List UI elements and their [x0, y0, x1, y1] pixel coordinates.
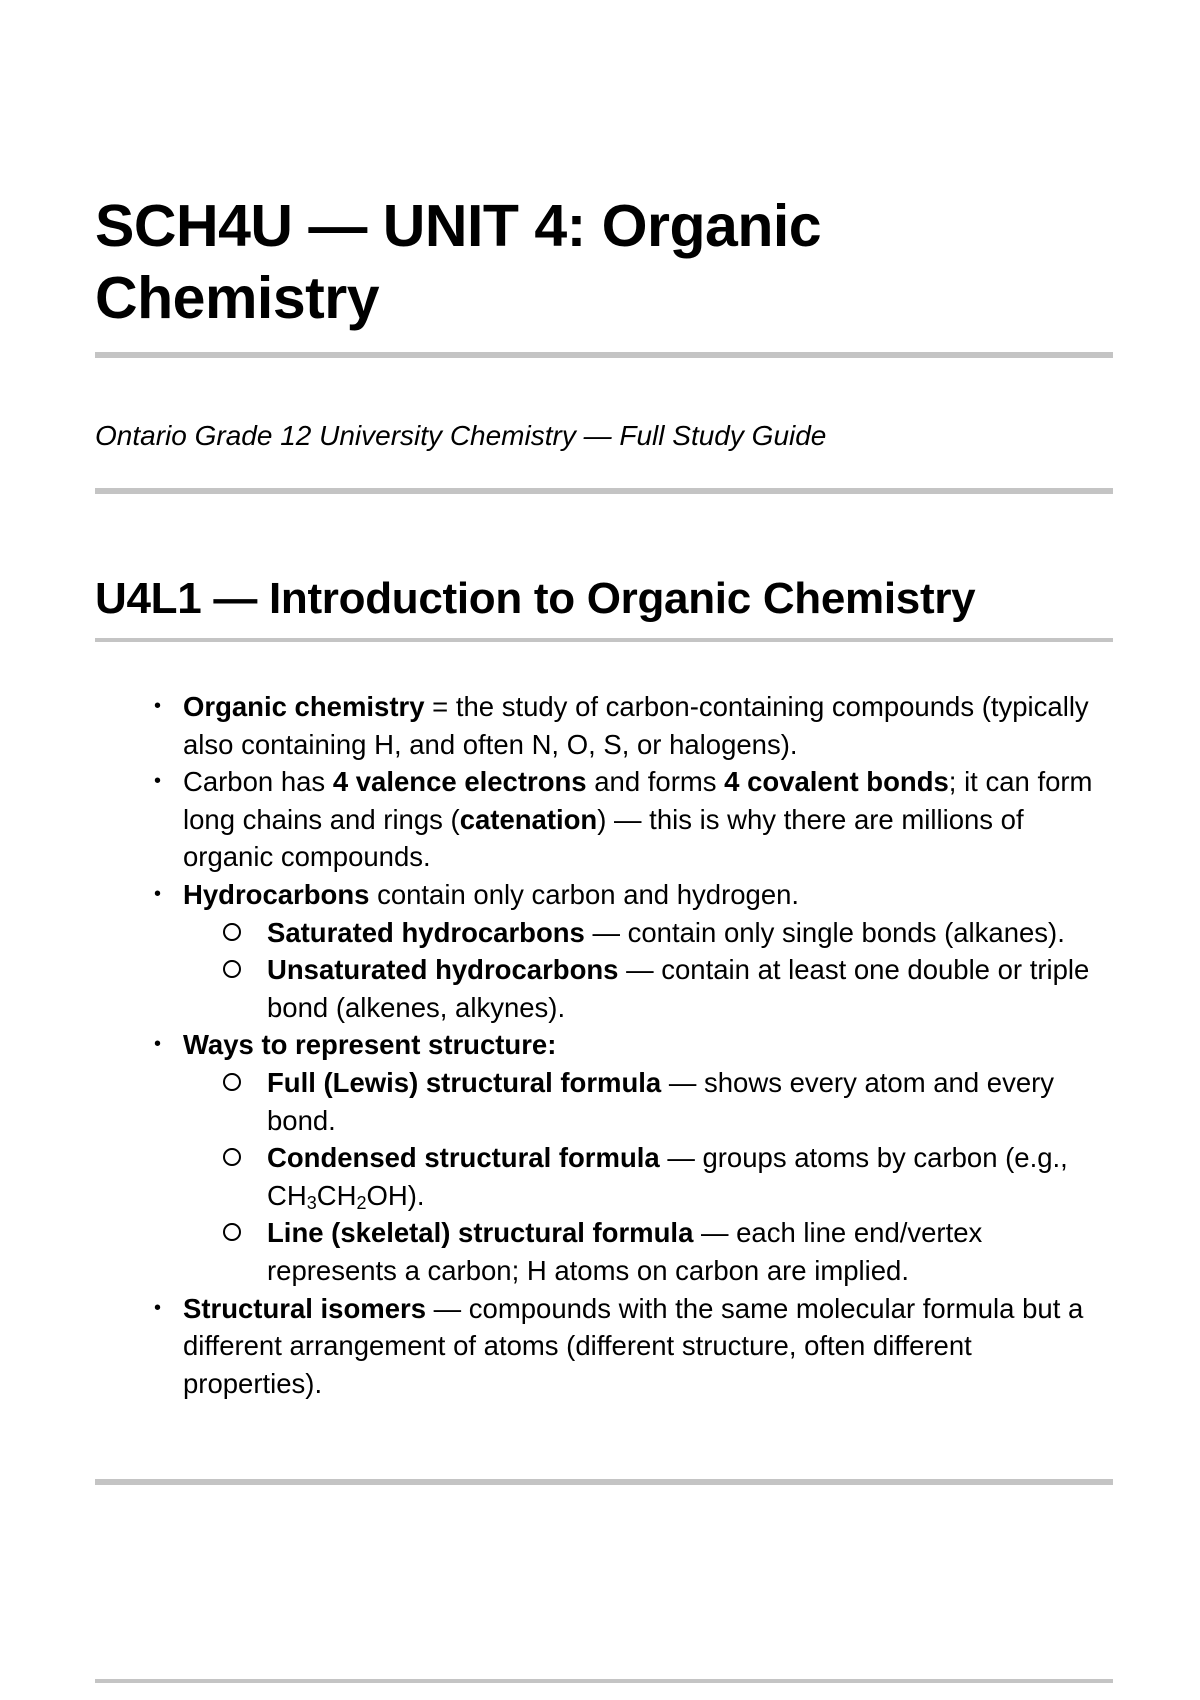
item-text: — shows every atom and every bond.	[267, 1066, 1055, 1136]
subscript: 2	[356, 1192, 367, 1213]
circle-bullet-icon	[223, 1148, 241, 1166]
bullet-marker: •	[154, 1033, 162, 1056]
sub-list-item	[95, 1139, 1113, 1214]
circle-bullet-icon	[223, 923, 241, 941]
document-subtitle: Ontario Grade 12 University Chemistry — Full Study Guide	[95, 420, 827, 451]
item-text: and forms	[586, 766, 725, 798]
circle-bullet-icon	[223, 960, 241, 978]
bullet-marker: •	[154, 1296, 162, 1319]
sub-list-item	[95, 914, 1113, 952]
term: Structural isomers	[183, 1292, 427, 1324]
item-text: — groups atoms by carbon (e.g., CH	[267, 1142, 1068, 1211]
list-item	[95, 688, 1113, 763]
item-text: CH	[316, 1179, 357, 1211]
bullet-list	[95, 688, 1113, 1402]
term: Ways to represent structure:	[183, 1029, 557, 1061]
list-item	[95, 763, 1113, 876]
term: 4 valence electrons	[332, 766, 587, 798]
document-page	[95, 0, 1113, 1700]
term: Unsaturated hydrocarbons	[267, 954, 619, 986]
horizontal-rule	[95, 352, 1113, 358]
term: Line (skeletal) structural formula	[267, 1217, 694, 1249]
bullet-marker: •	[154, 695, 162, 717]
item-text: ; it can form long chains and rings (	[183, 766, 1093, 835]
term: Condensed structural formula	[267, 1142, 660, 1174]
term: Full (Lewis) structural formula	[267, 1066, 662, 1098]
item-text: contain only carbon and hydrogen.	[369, 878, 800, 910]
circle-bullet-icon	[223, 1073, 241, 1091]
term: catenation	[459, 803, 598, 835]
item-text: ) — this is why there are millions of organic compounds.	[183, 803, 1024, 873]
item-text: = the study of carbon-containing compounds (typically also containing H, and often N, O, S, or halogens).	[183, 691, 1089, 760]
sub-list-item	[95, 1064, 1113, 1139]
term: Organic chemistry	[183, 691, 425, 722]
sub-list-item	[95, 1214, 1113, 1289]
term: Saturated hydrocarbons	[267, 916, 585, 948]
horizontal-rule	[95, 1479, 1113, 1485]
item-text: — contain at least one double or triple bond (alkenes, alkynes).	[267, 954, 1090, 1023]
list-item	[95, 876, 1113, 914]
item-text: — each line end/vertex represents a carbon; H atoms on carbon are implied.	[267, 1217, 983, 1286]
list-item	[95, 1290, 1113, 1403]
circle-bullet-icon	[223, 1223, 241, 1241]
section-underline	[95, 638, 1113, 642]
bullet-marker: •	[154, 770, 162, 793]
item-text: OH).	[366, 1179, 425, 1211]
item-text: — contain only single bonds (alkanes).	[584, 916, 1065, 948]
item-text: Carbon has	[183, 766, 333, 798]
horizontal-rule	[95, 488, 1113, 494]
bullet-marker: •	[154, 882, 162, 905]
footer-rule	[95, 1679, 1113, 1683]
document-title: SCH4U — UNIT 4: Organic Chemistry	[95, 193, 822, 331]
term: 4 covalent bonds	[724, 766, 949, 798]
sub-list-item	[95, 951, 1113, 1026]
term: Hydrocarbons	[183, 878, 370, 910]
list-item	[95, 1026, 1113, 1064]
subscript: 3	[306, 1192, 317, 1213]
section-heading: U4L1 — Introduction to Organic Chemistry	[95, 574, 976, 623]
item-text: — compounds with the same molecular formula but a different arrangement of atoms (different structure, often different properties).	[183, 1292, 1084, 1399]
